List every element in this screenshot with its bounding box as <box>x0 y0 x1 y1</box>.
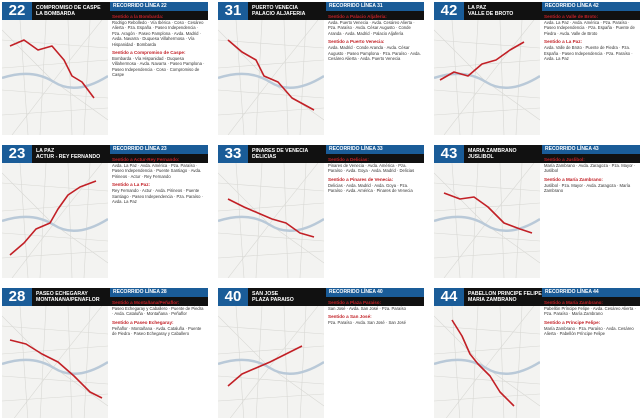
route-header: RECORRIDO LÍNEA 28 <box>110 288 208 297</box>
direction-1-title: Sentido a Valle de Broto: <box>544 14 599 19</box>
line-title-destination: JUSLIBOL <box>468 154 494 160</box>
direction-2-stops: Avda. Valle de Broto · Puente de Piedra · Pza. España · Paseo Independencia · Pza. Paraíso · Avda. La Paz <box>544 45 633 62</box>
line-title-origin: PASEO ECHEGARAY <box>36 291 88 297</box>
route-header: RECORRIDO LÍNEA 22 <box>110 2 208 11</box>
line-card-23 <box>2 145 208 278</box>
route-description <box>326 145 424 278</box>
line-card-42 <box>434 2 640 135</box>
route-description <box>326 288 424 418</box>
direction-1-title: Sentido a Montañana/Peñaflor: <box>112 300 180 305</box>
route-map-drawing <box>2 20 108 135</box>
direction-1-stops: María Zambrano · Avda. Zaragoza · Pza. Mayor · Juslibol <box>544 163 636 174</box>
line-title-destination: LA BOMBARDA <box>36 11 75 17</box>
line-title-origin: PABELLÓN PRÍNCIPE FELIPE <box>468 291 542 297</box>
route-header: RECORRIDO LÍNEA 40 <box>326 288 424 297</box>
route-map <box>434 306 540 418</box>
direction-1-stops: Avda. Puerto Venecia · Avda. Cesáreo Alierta · Pza. Paraíso · Avda. César Augusto · Conde Aranda · Avda. Madrid · Palacio Aljafería <box>328 20 415 36</box>
line-card-33 <box>218 145 424 278</box>
route-description <box>542 2 640 135</box>
direction-1-title: Sentido a la Bombarda: <box>112 14 164 19</box>
direction-2-title: Sentido a Príncipe Felipe: <box>544 319 601 325</box>
direction-1-stops: Avda. La Paz · Avda. América · Pza. Paraíso · Paseo Independencia · Pza. España · Puente de Piedra · Avda. Valle de Broto <box>544 20 635 36</box>
route-description <box>110 145 208 278</box>
line-number: 42 <box>434 2 464 20</box>
line-title-origin: MARÍA ZAMBRANO <box>468 148 517 154</box>
route-header: RECORRIDO LÍNEA 33 <box>326 145 424 154</box>
direction-2-title: Sentido a María Zambrano: <box>544 176 603 182</box>
route-map-drawing <box>2 163 108 278</box>
route-map <box>434 163 540 278</box>
route-map-drawing <box>434 163 540 278</box>
direction-1-title: Sentido a Plaza Paraíso: <box>328 300 382 305</box>
direction-2-title: Sentido a San José: <box>328 314 372 320</box>
route-description <box>542 288 640 418</box>
direction-1-stops: Rodrigo Rebolledo · Vía Ibérica · Coso · Cesáreo Alierta · Pza. España · Paseo Independencia · Pza. Aragón · Paseo Pamplona · Avda. Madrid · Avda. Navarra · Duquesa Villahermosa · Vía Hispanidad · Bombarda <box>112 20 204 47</box>
direction-1-stops: Avda. La Paz · Avda. América · Pza. Paraíso · Paseo Independencia · Puente Santiago · Avda. Pirineos · Actur · Rey Fernando <box>112 163 202 179</box>
direction-1-title: Sentido a Delicias: <box>328 157 369 162</box>
direction-2-stops: Peñaflor · Montañana · Avda. Cataluña · Puente de Piedra · Paseo Echegaray y Caballero <box>112 325 202 337</box>
route-header: RECORRIDO LÍNEA 44 <box>542 288 640 297</box>
line-number: 22 <box>2 2 32 20</box>
direction-2-title: Sentido a Paseo Echegaray: <box>112 319 174 325</box>
route-map-drawing <box>434 20 540 135</box>
route-map-drawing <box>218 20 324 135</box>
direction-2-title: Sentido a Compromiso de Caspe: <box>112 50 186 56</box>
line-title-destination: ACTUR - REY FERNANDO <box>36 154 101 160</box>
line-title-destination: MARÍA ZAMBRANO <box>468 297 517 303</box>
route-map-drawing <box>218 306 324 418</box>
route-map-drawing <box>218 163 324 278</box>
line-number: 44 <box>434 288 464 306</box>
direction-2-stops: Delicias · Avda. Madrid · Avda. Goya · Pza. Paraíso · Avda. América · Pinares de Venecia <box>328 182 413 194</box>
direction-2-stops: Bombarda · Vía Hispanidad · Duquesa Villahermosa · Avda. Navarra · Paseo Pamplona · Paseo Independencia · Coso · Compromiso de Caspe <box>112 56 205 78</box>
line-number: 43 <box>434 145 464 163</box>
direction-1-stops: Paseo Echegaray y Caballero · Puente de Piedra · Avda. Cataluña · Montañana · Peñaflor <box>112 306 204 317</box>
line-title-destination: DELICIAS <box>252 154 277 160</box>
route-header: RECORRIDO LÍNEA 43 <box>542 145 640 154</box>
direction-1-title: Sentido a Juslibol: <box>544 157 585 162</box>
line-title-origin: LA PAZ <box>468 5 487 11</box>
line-card-28 <box>2 288 208 418</box>
direction-2-title: Sentido a Puerto Venecia: <box>328 39 385 45</box>
line-number: 40 <box>218 288 248 306</box>
direction-2-title: Sentido a Pinares de Venecia: <box>328 176 394 182</box>
line-card-22 <box>2 2 208 135</box>
line-title-destination: PALACIO ALJAFERÍA <box>252 11 306 17</box>
line-title-origin: COMPROMISO DE CASPE <box>36 5 101 11</box>
line-title-origin: PUERTO VENECIA <box>252 5 299 11</box>
line-title-destination: VALLE DE BROTO <box>468 11 514 17</box>
route-description <box>542 145 640 278</box>
route-map-drawing <box>434 306 540 418</box>
route-map <box>218 20 324 135</box>
route-header: RECORRIDO LÍNEA 23 <box>110 145 208 154</box>
direction-2-title: Sentido a La Paz: <box>544 39 583 45</box>
route-description <box>110 2 208 135</box>
direction-1-stops: San José · Avda. San José · Pza. Paraíso <box>328 306 406 311</box>
route-map <box>218 163 324 278</box>
line-card-44 <box>434 288 640 418</box>
line-title-destination: PLAZA PARAÍSO <box>252 297 294 303</box>
route-header: RECORRIDO LÍNEA 42 <box>542 2 640 11</box>
line-card-43 <box>434 145 640 278</box>
line-card-31 <box>218 2 424 135</box>
route-map <box>218 306 324 418</box>
direction-1-title: Sentido a Actur-Rey Fernando: <box>112 157 180 162</box>
direction-2-stops: Pza. Paraíso · Avda. San José · San José <box>328 320 406 326</box>
line-number: 23 <box>2 145 32 163</box>
direction-1-title: Sentido a Palacio Aljafería: <box>328 14 387 19</box>
direction-1-stops: Pinares de Venecia · Avda. América · Pza. Paraíso · Avda. Goya · Avda. Madrid · Delicias <box>328 163 415 174</box>
line-card-40 <box>218 288 424 418</box>
line-number: 33 <box>218 145 248 163</box>
route-description <box>326 2 424 135</box>
line-number: 28 <box>2 288 32 306</box>
direction-2-stops: Juslibol · Pza. Mayor · Avda. Zaragoza · María Zambrano <box>544 182 631 194</box>
direction-1-title: Sentido a María Zambrano: <box>544 300 603 305</box>
direction-2-stops: Avda. Madrid · Conde Aranda · Avda. César Augusto · Paseo Pamplona · Pza. Paraíso · Avda. Cesáreo Alierta · Avda. Puerto Venecia <box>328 45 421 62</box>
direction-2-stops: María Zambrano · Pza. Paraíso · Avda. Cesáreo Alierta · Pabellón Príncipe Felipe <box>544 325 634 337</box>
route-map-drawing <box>2 306 108 418</box>
route-map <box>2 20 108 135</box>
line-title-destination: MONTAÑANA/PEÑAFLOR <box>36 297 100 303</box>
direction-2-title: Sentido a La Paz: <box>112 182 151 188</box>
route-header: RECORRIDO LÍNEA 31 <box>326 2 424 11</box>
direction-1-stops: Pabellón Príncipe Felipe · Avda. Cesáreo Alierta · Pza. Paraíso · María Zambrano <box>544 306 636 317</box>
route-map <box>434 20 540 135</box>
line-number: 31 <box>218 2 248 20</box>
line-title-origin: SAN JOSÉ <box>252 291 279 297</box>
direction-2-stops: Rey Fernando · Actur · Avda. Pirineos · Puente Santiago · Paseo Independencia · Pza. Paraíso · Avda. La Paz <box>112 188 204 205</box>
line-title-origin: PINARES DE VENECIA <box>252 148 309 154</box>
route-map <box>2 163 108 278</box>
route-description <box>110 288 208 418</box>
route-map <box>2 306 108 418</box>
line-title-origin: LA PAZ <box>36 148 55 154</box>
